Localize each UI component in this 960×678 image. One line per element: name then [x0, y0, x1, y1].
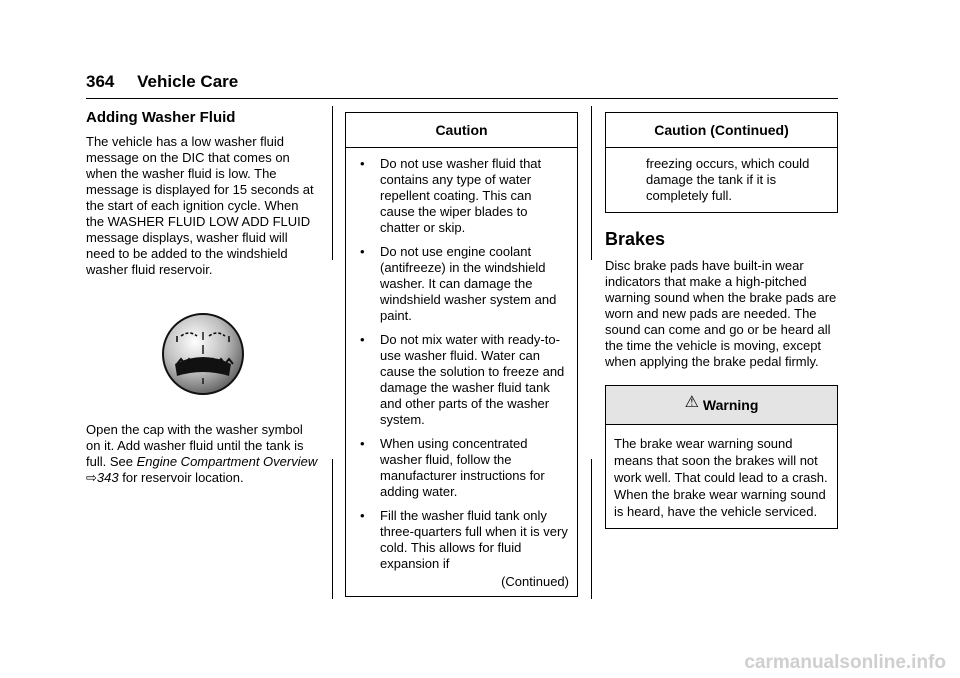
washer-symbol-figure — [86, 278, 320, 422]
caution-continued-title: Caution (Continued) — [606, 113, 837, 148]
engine-compartment-link[interactable]: Engine Compartment Overview — [136, 454, 318, 469]
caution-title: Caution — [346, 113, 577, 148]
column-divider-2-top — [591, 106, 592, 260]
column-divider-1-top — [332, 106, 333, 260]
caution-item: • Do not use engine coolant (antifreeze) in the windshield washer. It can damage the windshield washer system and paint. — [360, 244, 557, 323]
page-header — [86, 72, 238, 92]
brakes-heading: Brakes — [605, 229, 666, 249]
brakes-paragraph: Disc brake pads have built-in wear indicators that make a high-pitched warning sound when the brake pads are worn and new pads are needed. The sound can come and go or be heard all the time the vehicle is moving, except when applying the brake pedal firmly. — [605, 258, 837, 369]
caution-continued-box — [605, 112, 838, 213]
section-heading: Adding Washer Fluid — [86, 109, 236, 126]
caution-item: • When using concentrated washer fluid, follow the manufacturer instructions for adding water. — [360, 436, 545, 499]
washer-low-paragraph: The vehicle has a low washer fluid message on the DIC that comes on when the washer fluid is low. The message is displayed for 15 seconds at the start of each ignition cycle. When the WASHER FLUID LOW ADD FLUID message displays, washer fluid will need to be added to the windshield washer fluid reservoir. — [86, 134, 314, 277]
page-number: 364 — [86, 72, 115, 91]
column-middle — [345, 112, 578, 597]
caution-item: • Do not use washer fluid that contains any type of water repellent coating. This can cause the wiper blades to chatter or skip. — [360, 156, 542, 235]
caution-item: • Fill the washer fluid tank only three-quarters full when it is very cold. This allows for fluid expansion if — [360, 508, 568, 571]
header-rule — [86, 98, 838, 99]
caution-item: • Do not mix water with ready-to-use washer fluid. Water can cause the solution to freeze and damage the washer fluid tank and other parts of the washer system. — [360, 332, 565, 427]
washer-fluid-symbol-icon — [161, 312, 245, 396]
warning-box — [605, 385, 838, 529]
watermark: carmanualsonline.info — [744, 652, 946, 673]
column-divider-1-bottom — [332, 459, 333, 599]
warning-triangle-icon: ⚠ — [684, 394, 699, 411]
column-divider-2-bottom — [591, 459, 592, 599]
column-left — [86, 109, 320, 486]
warning-title: Warning — [702, 397, 759, 413]
warning-text: The brake wear warning sound means that soon the brakes will not work well. That could lead to a crash. When the brake wear warning sound is heard, have the vehicle serviced. — [614, 436, 828, 519]
section-title: Vehicle Care — [137, 72, 239, 91]
continued-label: (Continued) — [501, 574, 569, 589]
caution-box — [345, 112, 578, 597]
page-ref-arrow-icon: ⇨ — [86, 470, 97, 485]
page-ref-number[interactable]: 343 — [96, 470, 119, 485]
caution-continued-text: freezing occurs, which could damage the tank if it is completely full. — [646, 156, 810, 203]
column-right — [605, 112, 838, 529]
open-cap-paragraph: Open the cap with the washer symbol on it. Add washer fluid until the tank is full. See Engine Compartment Overview ⇨343 for reservoir location. — [86, 422, 318, 485]
warning-header — [606, 386, 837, 425]
